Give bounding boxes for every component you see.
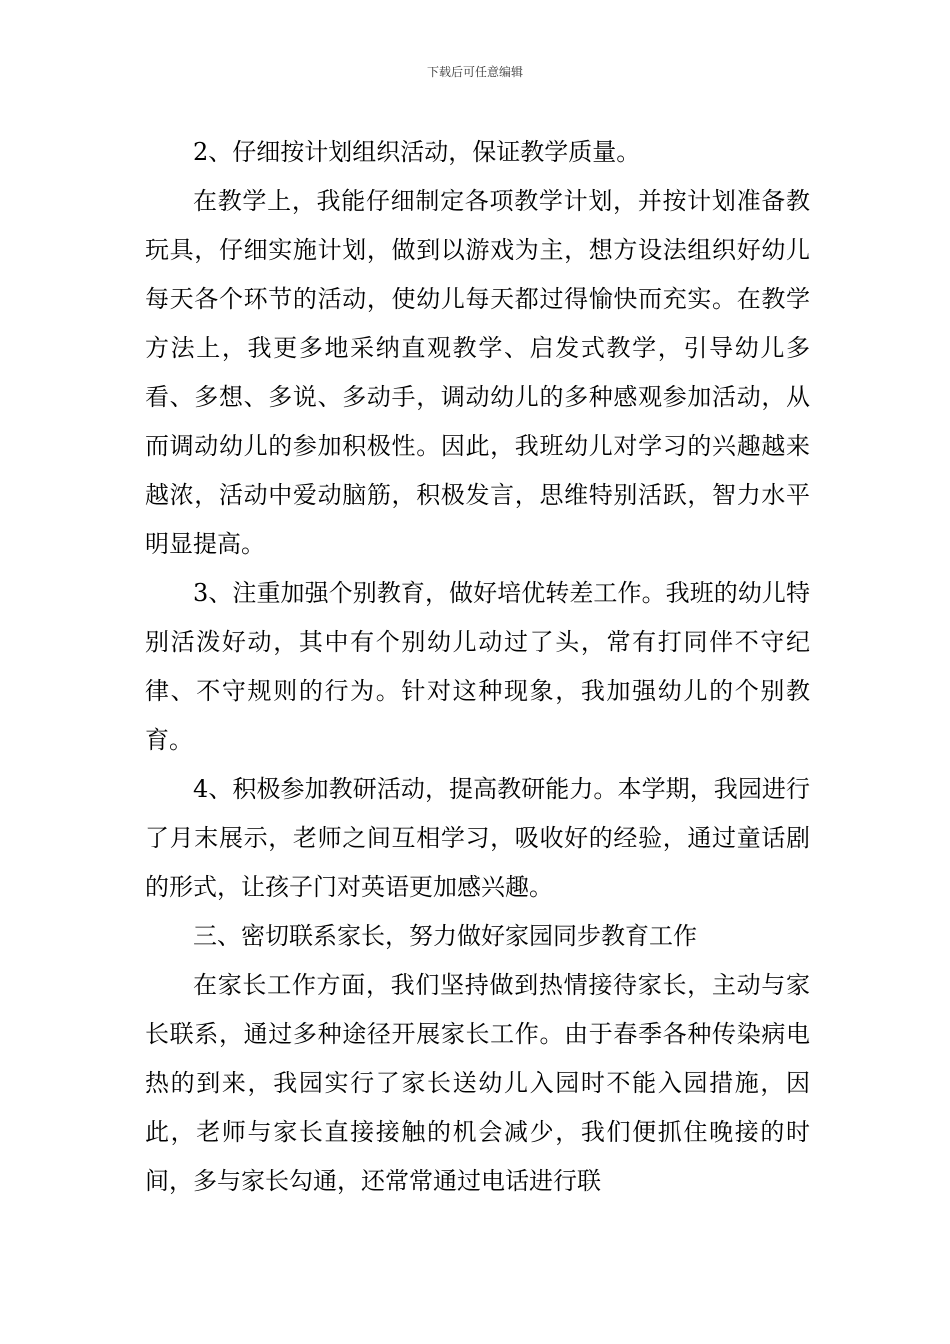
paragraph-heading-parents: 三、密切联系家长，努力做好家园同步教育工作 xyxy=(193,922,697,950)
paragraph-teaching: 在教学上，我能仔细制定各项教学计划，并按计划准备教玩具，仔细实施计划，做到以游戏为主，想方设法组织好幼儿每天各个环节的活动，使幼儿每天都过得愉快而充实。在教学方法上，我更多地采纳直观教学、启发式教学，引导幼儿多看、多想、多说、多动手，调动幼儿的多种感观参加活动，从而调动幼儿的参加积极性。因此，我班幼儿对学习的兴趣越来越浓，活动中爱动脑筋，积极发言，思维特别活跃，智力水平明显提高。 xyxy=(145,187,810,558)
paragraph-section-2: 2、仔细按计划组织活动，保证教学质量。 xyxy=(193,138,641,166)
page-header-note: 下载后可任意编辑 xyxy=(426,65,523,79)
paragraph-section-3: 3、注重加强个别教育，做好培优转差工作。我班的幼儿特别活泼好动，其中有个别幼儿动过了头，常有打同伴不守纪律、不守规则的行为。针对这种现象，我加强幼儿的个别教育。 xyxy=(145,579,810,754)
paragraph-section-4: 4、积极参加教研活动，提高教研能力。本学期，我园进行了月末展示，老师之间互相学习，吸收好的经验，通过童话剧的形式，让孩子门对英语更加感兴趣。 xyxy=(145,775,810,901)
paragraph-parents-work: 在家长工作方面，我们坚持做到热情接待家长，主动与家长联系，通过多种途径开展家长工作。由于春季各种传染病电热的到来，我园实行了家长送幼儿入园时不能入园措施，因此，老师与家长直接接触的机会减少，我们便抓住晚接的时间，多与家长勾通，还常常通过电话进行联 xyxy=(145,971,810,1195)
document-body xyxy=(145,128,810,1206)
